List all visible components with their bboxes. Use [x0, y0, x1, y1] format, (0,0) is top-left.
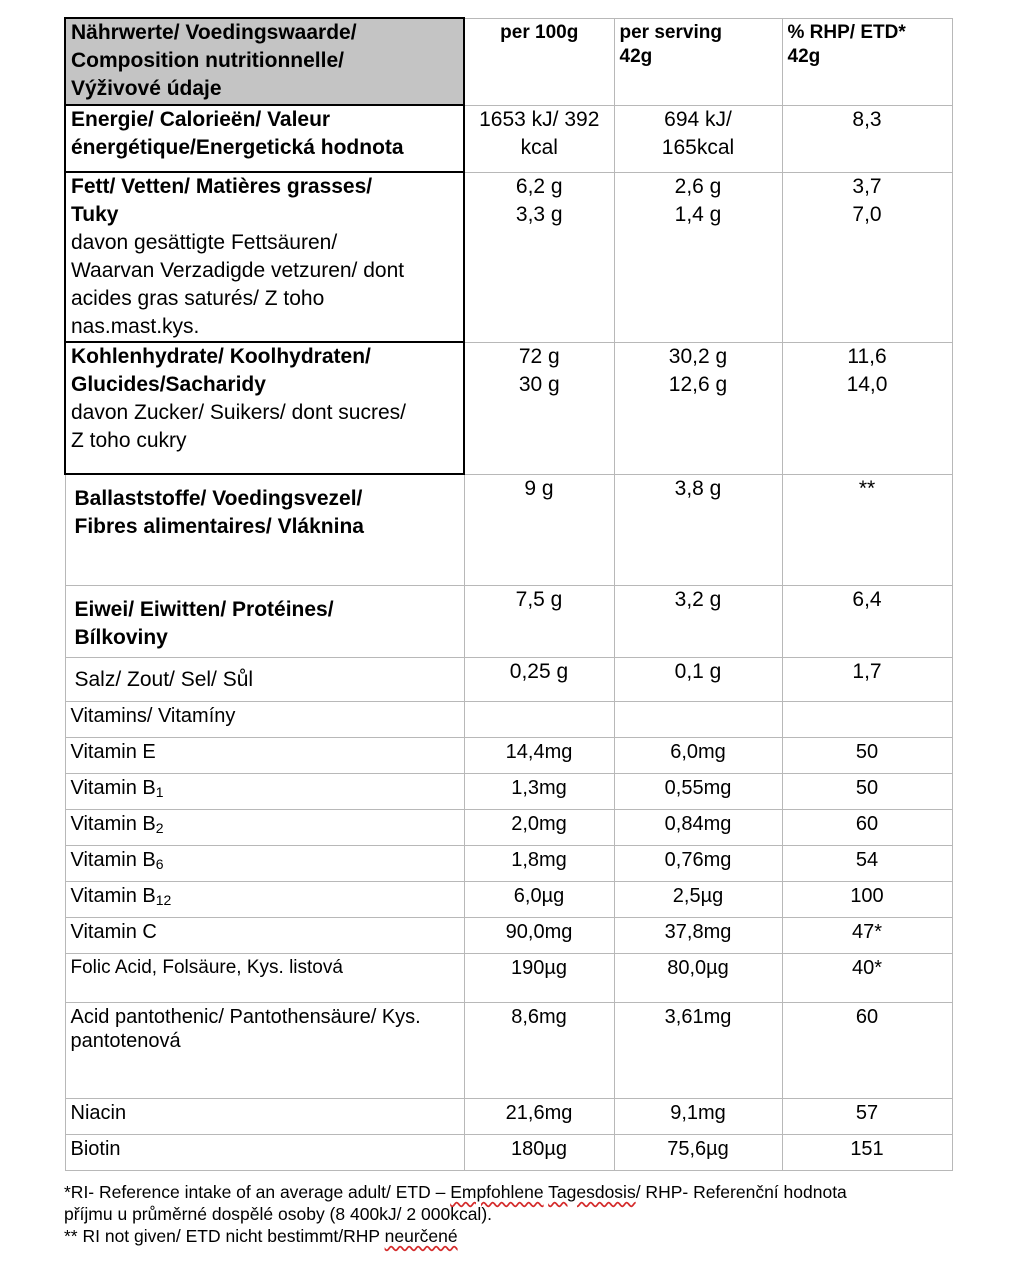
biotin-serving: 75,6µg [614, 1134, 782, 1170]
salt-serving: 0,1 g [614, 657, 782, 701]
vitamin-row [65, 845, 952, 881]
label-line: Kohlenhydrate/ Koolhydraten/ [71, 345, 371, 368]
sub-line: davon gesättigte Fettsäuren/ [71, 231, 338, 254]
value-line: 11,6 [847, 344, 887, 368]
protein-label [65, 585, 464, 657]
footnote-text: / RHP- Referenční hodnota [635, 1182, 847, 1202]
fat-label [65, 172, 464, 342]
vitamin-per100: 190µg [464, 953, 614, 1002]
vitamins-header-row [65, 701, 952, 737]
vitamin-serving: 0,76mg [614, 845, 782, 881]
fibre-per100: 9 g [464, 474, 614, 585]
value-line: 30,2 g [668, 344, 728, 368]
empty-cell [614, 701, 782, 737]
carbs-label [65, 342, 464, 474]
vitamin-name-text: Vitamin C [70, 920, 157, 943]
fibre-label [65, 474, 464, 585]
fat-per100 [464, 172, 614, 342]
header-line: 42g [787, 45, 821, 67]
vitamin-ri: 60 [782, 809, 952, 845]
vitamin-name-text: Vitamin B [70, 812, 156, 835]
footnote-text: ** RI not given/ ETD nicht bestimmt/RHP [64, 1226, 385, 1246]
header-per100g: per 100g [464, 18, 614, 105]
label-line: Energie/ Calorieën/ Valeur [71, 108, 331, 131]
niacin-per100: 21,6mg [464, 1098, 614, 1134]
energy-label [65, 105, 464, 172]
salt-ri: 1,7 [782, 657, 952, 701]
sub-line: nas.mast.kys. [71, 315, 200, 338]
pantothenic-serving: 3,61mg [614, 1002, 782, 1098]
vitamins-label: Vitamins/ Vitamíny [65, 701, 464, 737]
label-line: pantotenová [70, 1029, 181, 1052]
footnote-line-1 [64, 1181, 984, 1203]
header-line: per serving [619, 21, 722, 43]
value-line: 1653 kJ/ 392 [479, 107, 600, 131]
label-line: Ballaststoffe/ Voedingsvezel/ [74, 487, 363, 510]
empty-cell [782, 701, 952, 737]
carbs-serving [614, 342, 782, 474]
footnote-spellcheck-word: neurčené [384, 1226, 458, 1246]
carbs-per100 [464, 342, 614, 474]
vitamin-subscript: 6 [155, 855, 164, 872]
vitamin-per100: 14,4mg [464, 737, 614, 773]
biotin-per100: 180µg [464, 1134, 614, 1170]
label-line: Fett/ Vetten/ Matières grasses/ [71, 175, 373, 198]
value-line: 12,6 g [668, 372, 728, 396]
header-nutrients-label [65, 18, 464, 105]
vitamin-name [65, 881, 464, 917]
value-line: 694 kJ/ [664, 107, 732, 131]
vitamin-subscript: 2 [155, 819, 164, 836]
label-line: Acid pantothenic/ Pantothensäure/ Kys. [70, 1005, 421, 1028]
vitamin-serving: 6,0mg [614, 737, 782, 773]
fibre-row [65, 474, 952, 585]
vitamin-ri: 47* [782, 917, 952, 953]
value-line: 1,4 g [674, 202, 722, 226]
vitamin-ri: 40* [782, 953, 952, 1002]
sub-line: davon Zucker/ Suikers/ dont sucres/ [71, 401, 406, 424]
vitamin-subscript: 12 [155, 891, 172, 908]
pantothenic-label [65, 1002, 464, 1098]
value-line: 14,0 [846, 372, 888, 396]
footnote [64, 1181, 984, 1247]
niacin-ri: 57 [782, 1098, 952, 1134]
header-line: Výživové údaje [71, 77, 222, 100]
niacin-serving: 9,1mg [614, 1098, 782, 1134]
protein-per100: 7,5 g [464, 585, 614, 657]
footnote-text: *RI- Reference intake of an average adult/ ETD – [64, 1182, 451, 1202]
vitamin-per100: 2,0mg [464, 809, 614, 845]
value-line: 7,0 [852, 202, 882, 226]
vitamin-per100: 1,3mg [464, 773, 614, 809]
pantothenic-row [65, 1002, 952, 1098]
fat-row [65, 172, 952, 342]
carbs-row [65, 342, 952, 474]
vitamin-row [65, 809, 952, 845]
vitamin-name [65, 737, 464, 773]
vitamin-row [65, 917, 952, 953]
salt-label: Salz/ Zout/ Sel/ Sůl [65, 657, 464, 701]
header-ri [782, 18, 952, 105]
label-line: Bílkoviny [74, 625, 168, 649]
vitamin-name [65, 953, 464, 1002]
vitamin-name [65, 773, 464, 809]
vitamin-name [65, 845, 464, 881]
vitamin-name-text: Vitamin B [70, 848, 156, 871]
vitamin-row [65, 773, 952, 809]
salt-row [65, 657, 952, 701]
biotin-label: Biotin [65, 1134, 464, 1170]
footnote-spellcheck-word: Tagesdosis [548, 1182, 636, 1202]
energy-row [65, 105, 952, 172]
protein-serving: 3,2 g [614, 585, 782, 657]
label-line: énergétique/Energetická hodnota [71, 136, 404, 159]
energy-per100 [464, 105, 614, 172]
sub-line: Waarvan Verzadigde vetzuren/ dont [71, 259, 405, 282]
energy-serving [614, 105, 782, 172]
value-line: 165kcal [661, 135, 735, 159]
vitamin-ri: 50 [782, 737, 952, 773]
energy-ri: 8,3 [782, 105, 952, 172]
protein-ri: 6,4 [782, 585, 952, 657]
label-line: Tuky [71, 203, 119, 226]
footnote-spellcheck-word: Empfohlene [450, 1182, 544, 1202]
fat-ri [782, 172, 952, 342]
value-line: 30 g [518, 372, 560, 396]
header-line: 42g [619, 45, 653, 67]
label-line: Glucides/Sacharidy [71, 373, 266, 396]
label-line: Eiwei/ Eiwitten/ Protéines/ [74, 597, 334, 621]
vitamin-name-text: Vitamin B [70, 884, 156, 907]
vitamin-serving: 0,84mg [614, 809, 782, 845]
vitamin-subscript: 1 [155, 783, 164, 800]
sub-line: Z toho cukry [71, 429, 187, 452]
vitamin-per100: 6,0µg [464, 881, 614, 917]
vitamin-per100: 90,0mg [464, 917, 614, 953]
footnote-line-2: příjmu u průměrné dospělé osoby (8 400kJ/ 2 000kcal). [64, 1204, 493, 1224]
value-line: kcal [520, 135, 558, 159]
vitamin-name [65, 809, 464, 845]
vitamin-name-text: Vitamin B [70, 776, 156, 799]
header-row [65, 18, 952, 105]
vitamin-name [65, 917, 464, 953]
niacin-label: Niacin [65, 1098, 464, 1134]
vitamin-row [65, 881, 952, 917]
vitamin-ri: 50 [782, 773, 952, 809]
value-line: 3,3 g [515, 202, 563, 226]
vitamin-ri: 100 [782, 881, 952, 917]
vitamin-name-text: Vitamin E [70, 740, 156, 763]
nutrition-table [64, 17, 953, 1171]
value-line: 6,2 g [515, 174, 563, 198]
niacin-row [65, 1098, 952, 1134]
label-line: Fibres alimentaires/ Vláknina [74, 515, 364, 538]
header-line: Composition nutritionnelle/ [71, 49, 344, 72]
header-per-serving [614, 18, 782, 105]
carbs-ri [782, 342, 952, 474]
empty-cell [464, 701, 614, 737]
footnote-line-3 [64, 1225, 984, 1247]
fibre-ri: ** [782, 474, 952, 585]
vitamin-name-text: Folic Acid, Folsäure, Kys. listová [70, 956, 343, 978]
biotin-row [65, 1134, 952, 1170]
fibre-serving: 3,8 g [614, 474, 782, 585]
biotin-ri: 151 [782, 1134, 952, 1170]
pantothenic-ri: 60 [782, 1002, 952, 1098]
value-line: 2,6 g [674, 174, 722, 198]
vitamin-row [65, 737, 952, 773]
vitamin-serving: 2,5µg [614, 881, 782, 917]
protein-row [65, 585, 952, 657]
header-line: Nährwerte/ Voedingswaarde/ [71, 21, 357, 44]
vitamin-ri: 54 [782, 845, 952, 881]
value-line: 3,7 [852, 174, 882, 198]
value-line: 72 g [518, 344, 560, 368]
header-line: % RHP/ ETD* [787, 21, 906, 43]
fat-serving [614, 172, 782, 342]
vitamin-row [65, 953, 952, 1002]
vitamin-serving: 80,0µg [614, 953, 782, 1002]
sub-line: acides gras saturés/ Z toho [71, 287, 325, 310]
vitamin-serving: 0,55mg [614, 773, 782, 809]
vitamin-serving: 37,8mg [614, 917, 782, 953]
pantothenic-per100: 8,6mg [464, 1002, 614, 1098]
salt-per100: 0,25 g [464, 657, 614, 701]
vitamin-per100: 1,8mg [464, 845, 614, 881]
